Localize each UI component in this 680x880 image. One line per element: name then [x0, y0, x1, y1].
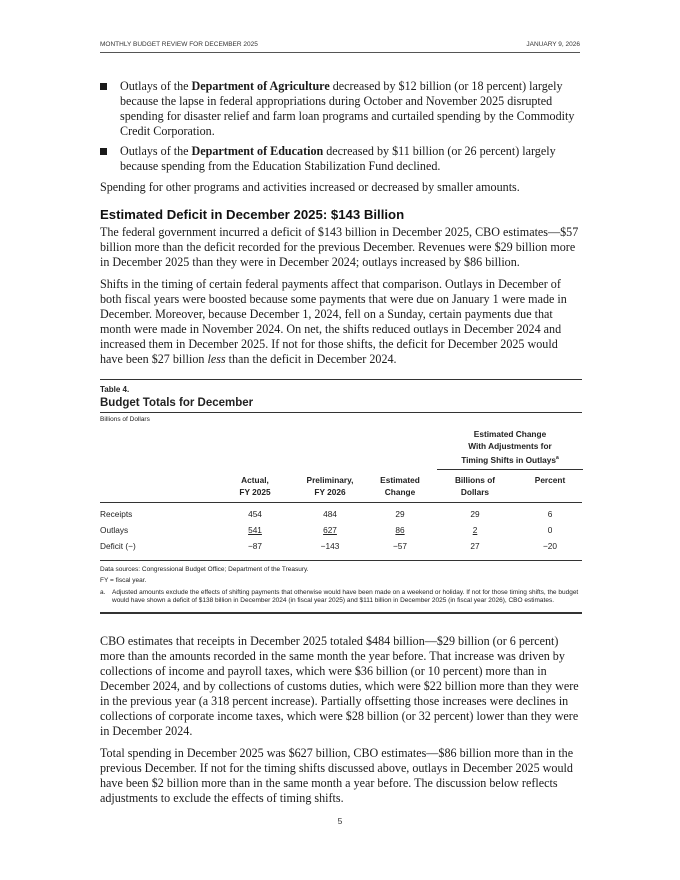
table-label: Table 4.: [100, 385, 130, 394]
data-sources-note: Data sources: Congressional Budget Office; Department of the Treasury.: [100, 566, 309, 573]
page-number: 5: [337, 816, 343, 826]
table-units: Billions of Dollars: [100, 416, 150, 423]
col-header-estimated: Estimated Change: [380, 475, 420, 497]
header-date: JANUARY 9, 2026: [526, 41, 580, 48]
bullet-education: Outlays of the Department of Education decreased by $11 billion (or 26 percent) largely because spending from the Education Stabilization Fund declined.: [100, 144, 582, 174]
col-header-actual: Actual, FY 2025: [239, 475, 271, 497]
para-receipts: CBO estimates that receipts in December 2025 totaled $484 billion—$29 billion (or 6 percent) more than the amounts recorded in the same month the year before. That increase was driven by collections of income and payroll taxes, which were $36 billion (or 10 percent) more than in December 2024, and by collections of customs duties, which were $22 billion more than they were in the previous year (a 318 percent increase). Partially offsetting those increases were declines in collections of corporate income taxes, which were $28 billion (or 32 percent) lower than they were in December 2024.: [100, 633, 579, 738]
page-content: [100, 79, 582, 813]
bullet-agriculture: Outlays of the Department of Agriculture decreased by $12 billion (or 18 percent) largely because the lapse in federal appropriations during October and November 2025 disrupted spending for disaster relief and farm loan programs and curtailed spending by the Commodity Credit Corporation.: [100, 79, 582, 139]
fy-note: FY = fiscal year.: [100, 577, 147, 585]
table-grid: Estimated Change With Adjustments for Timing Shifts in Outlays$^a$ Actual, FY 2025 Preliminary, FY 2026 Estimated Change Billions of Dollars Percent Receipts 454 484 29 29 6 Outlays 541 627 86 2 0 Deficit (−) −87 −143 −57 27 −20: [100, 423, 582, 560]
square-bullet-icon: [100, 83, 107, 90]
para-other-spending: Spending for other programs and activities increased or decreased by smaller amounts.: [100, 180, 520, 194]
square-bullet-icon: [100, 148, 107, 155]
table-title: Budget Totals for December: [100, 397, 582, 413]
group-header: Estimated Change With Adjustments for Timing Shifts in Outlays$^a$: [461, 429, 559, 465]
para-spending: Total spending in December 2025 was $627 billion, CBO estimates—$86 billion more than in the previous December. If not for the timing shifts discussed above, outlays in December 2025 would have been $2 billion more than in the same month a year before. The discussion below reflects adjustments to exclude the effects of timing shifts.: [100, 745, 574, 805]
para-timing-shifts: Shifts in the timing of certain federal payments affect that comparison. Outlays in December of both fiscal years were boosted because some payments that were due on January 1 were made in December. Moreover, because December 1, 2024, fell on a Sunday, certain payments due that month were made in November 2024. On net, the shifts reduced outlays in December 2024 and increased them in December 2025. If not for those shifts, the deficit for December 2025 would have been $27 billion less than the deficit in December 2024.: [100, 277, 567, 366]
col-header-percent: Percent: [534, 475, 566, 485]
section-heading: Estimated Deficit in December 2025: $143 Billion: [100, 207, 405, 222]
table-notes: [100, 560, 582, 612]
running-header: [100, 40, 580, 53]
para-deficit: The federal government incurred a deficit of $143 billion in December 2025, CBO estimates—$57 billion more than the deficit recorded for the previous December. Revenues were $29 billion more in December 2025 than they were in December 2024; outlays increased by $86 billion.: [100, 225, 579, 269]
col-header-billions: Billions of Dollars: [454, 475, 496, 497]
col-header-preliminary: Preliminary, FY 2026: [306, 475, 354, 497]
bullet-list: [100, 79, 582, 174]
budget-table: [100, 379, 582, 614]
footnote-a: a. Adjusted amounts exclude the effects of shifting payments that otherwise would have been made on a weekend or holiday. If not for those timing shifts, the budget would have shown a deficit of $138 billion in December 2024 (in fiscal year 2025) and $111 billion in December 2025 (in fiscal year 2026), CBO estimates.: [100, 588, 579, 605]
header-title: MONTHLY BUDGET REVIEW FOR DECEMBER 2025: [100, 41, 258, 48]
